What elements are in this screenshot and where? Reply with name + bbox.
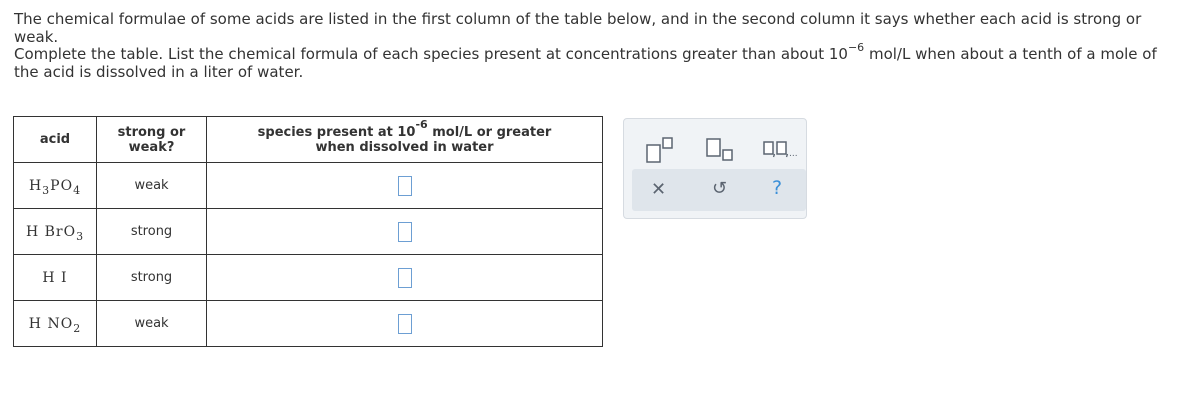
header-species-unit: mol/L or greater [427,124,552,140]
subscript-button[interactable] [704,135,740,163]
subscript-icon [704,135,740,163]
formula-subscript: 2 [73,321,82,335]
header-species-line1 [207,118,602,140]
acid-formula [42,270,67,286]
species-answer-input[interactable] [398,176,412,196]
acid-formula-cell [14,301,97,347]
comma-list-button[interactable] [762,135,802,163]
formula-text: H I [42,269,68,286]
strength-label: weak [134,316,169,331]
species-answer-input[interactable] [398,268,412,288]
header-species-line2: when dissolved in water [315,139,494,155]
acid-formula [28,315,82,335]
acid-formula-cell [14,163,97,209]
strength-cell [97,301,207,347]
header-species [207,117,603,163]
species-answer-cell [207,301,603,347]
comma-list-icon [762,135,802,163]
acid-formula [28,177,82,197]
undo-icon: ↺ [712,178,728,199]
undo-button[interactable] [712,178,727,199]
help-icon: ? [772,177,783,199]
formula-subscript: 3 [76,229,85,243]
formula-subscript: 4 [73,183,82,197]
formula-text: H NO [28,315,74,332]
instructions-line2 [14,41,1184,81]
species-answer-input[interactable] [398,222,412,242]
species-answer-cell [207,163,603,209]
list-dots: ... [789,149,798,159]
instructions-line2-text: Complete the table. List the chemical formula of each species present at concentrations greater than about 10 [14,45,848,63]
clear-button[interactable] [651,179,666,200]
strength-cell [97,255,207,301]
instructions-exponent: −6 [847,41,865,54]
header-species-exponent: -6 [415,118,428,132]
strength-label: strong [130,224,173,239]
strength-cell [97,163,207,209]
table-row [14,209,603,255]
help-button[interactable] [772,177,782,199]
formula-text: PO [50,177,74,194]
header-species-text: species present at 10 [257,124,416,140]
table-row [14,255,603,301]
species-answer-cell [207,255,603,301]
close-icon: ✕ [651,179,667,200]
instructions-line2-rest: mol/L when about a tenth of a mole of the acid is dissolved in a liter of water. [14,45,1157,81]
header-strength-line1: strong or [117,124,186,140]
header-strength [97,117,207,163]
acid-formula-cell [14,209,97,255]
formula-text: H BrO [25,223,77,240]
formula-subscript: 3 [42,183,51,197]
acid-table [13,116,603,347]
table-row [14,163,603,209]
superscript-button[interactable] [644,135,680,163]
acid-formula [25,223,85,243]
strength-cell [97,209,207,255]
table-row [14,301,603,347]
strength-label: weak [134,178,169,193]
strength-label: strong [130,270,173,285]
species-answer-cell [207,209,603,255]
header-acid: acid [14,117,97,163]
palette-action-row [632,169,806,211]
math-palette [623,118,807,219]
instructions-line1: The chemical formulae of some acids are listed in the first column of the table below, and in the second column it says whether each acid is strong or weak. [14,10,1142,46]
species-answer-input[interactable] [398,314,412,334]
header-strength-line2: weak? [128,139,175,155]
acid-formula-cell [14,255,97,301]
formula-text: H [28,177,43,194]
table-header-row [14,117,603,163]
superscript-icon [644,135,680,163]
